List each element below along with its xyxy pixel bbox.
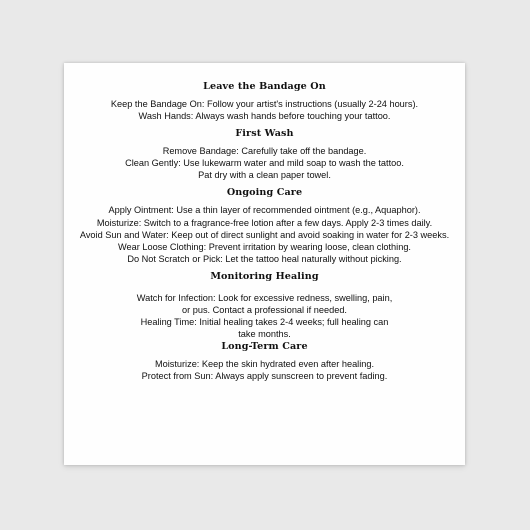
section-heading: First Wash [235, 128, 294, 140]
section-heading: Monitoring Healing [210, 270, 319, 282]
section-heading: Long-Term Care [221, 341, 308, 353]
instruction-item: Wear Loose Clothing: Prevent irritation by wearing loose, clean clothing. [118, 241, 411, 252]
instruction-item: Healing Time: Initial healing takes 2-4 weeks; full healing can take months. [140, 317, 389, 340]
section-long-term-care [72, 340, 457, 382]
instruction-item: Moisturize: Keep the skin hydrated even after healing. [154, 359, 375, 370]
instruction-item: Keep the Bandage On: Follow your artist's instructions (usually 2-24 hours). [110, 99, 419, 109]
section-leave-bandage [72, 80, 457, 122]
aftercare-card [64, 63, 465, 465]
section-heading: Leave the Bandage On [203, 81, 326, 92]
instruction-item: Remove Bandage: Carefully take off the bandage. [162, 146, 367, 157]
instruction-item: Protect from Sun: Always apply sunscreen to prevent fading. [141, 371, 388, 382]
section-monitoring-healing [72, 270, 457, 340]
section-heading: Ongoing Care [226, 187, 303, 199]
instruction-item: Moisturize: Switch to a fragrance-free lotion after a few days. Apply 2-3 times daily. [96, 217, 433, 228]
instruction-item: Clean Gently: Use lukewarm water and mild soap to wash the tattoo. Pat dry with a clean paper towel. [125, 158, 404, 181]
section-first-wash [72, 127, 457, 181]
instruction-item: Wash Hands: Always wash hands before touching your tattoo. [138, 111, 391, 122]
instruction-item: Do Not Scratch or Pick: Let the tattoo heal naturally without picking. [127, 253, 402, 264]
section-ongoing-care [72, 186, 457, 264]
instruction-item: Watch for Infection: Look for excessive redness, swelling, pain, or pus. Contact a professional if needed. [136, 292, 393, 316]
instruction-item: Apply Ointment: Use a thin layer of recommended ointment (e.g., Aquaphor). [108, 205, 421, 216]
instruction-item: Avoid Sun and Water: Keep out of direct sunlight and avoid soaking in water for 2-3 weeks. [79, 229, 450, 240]
